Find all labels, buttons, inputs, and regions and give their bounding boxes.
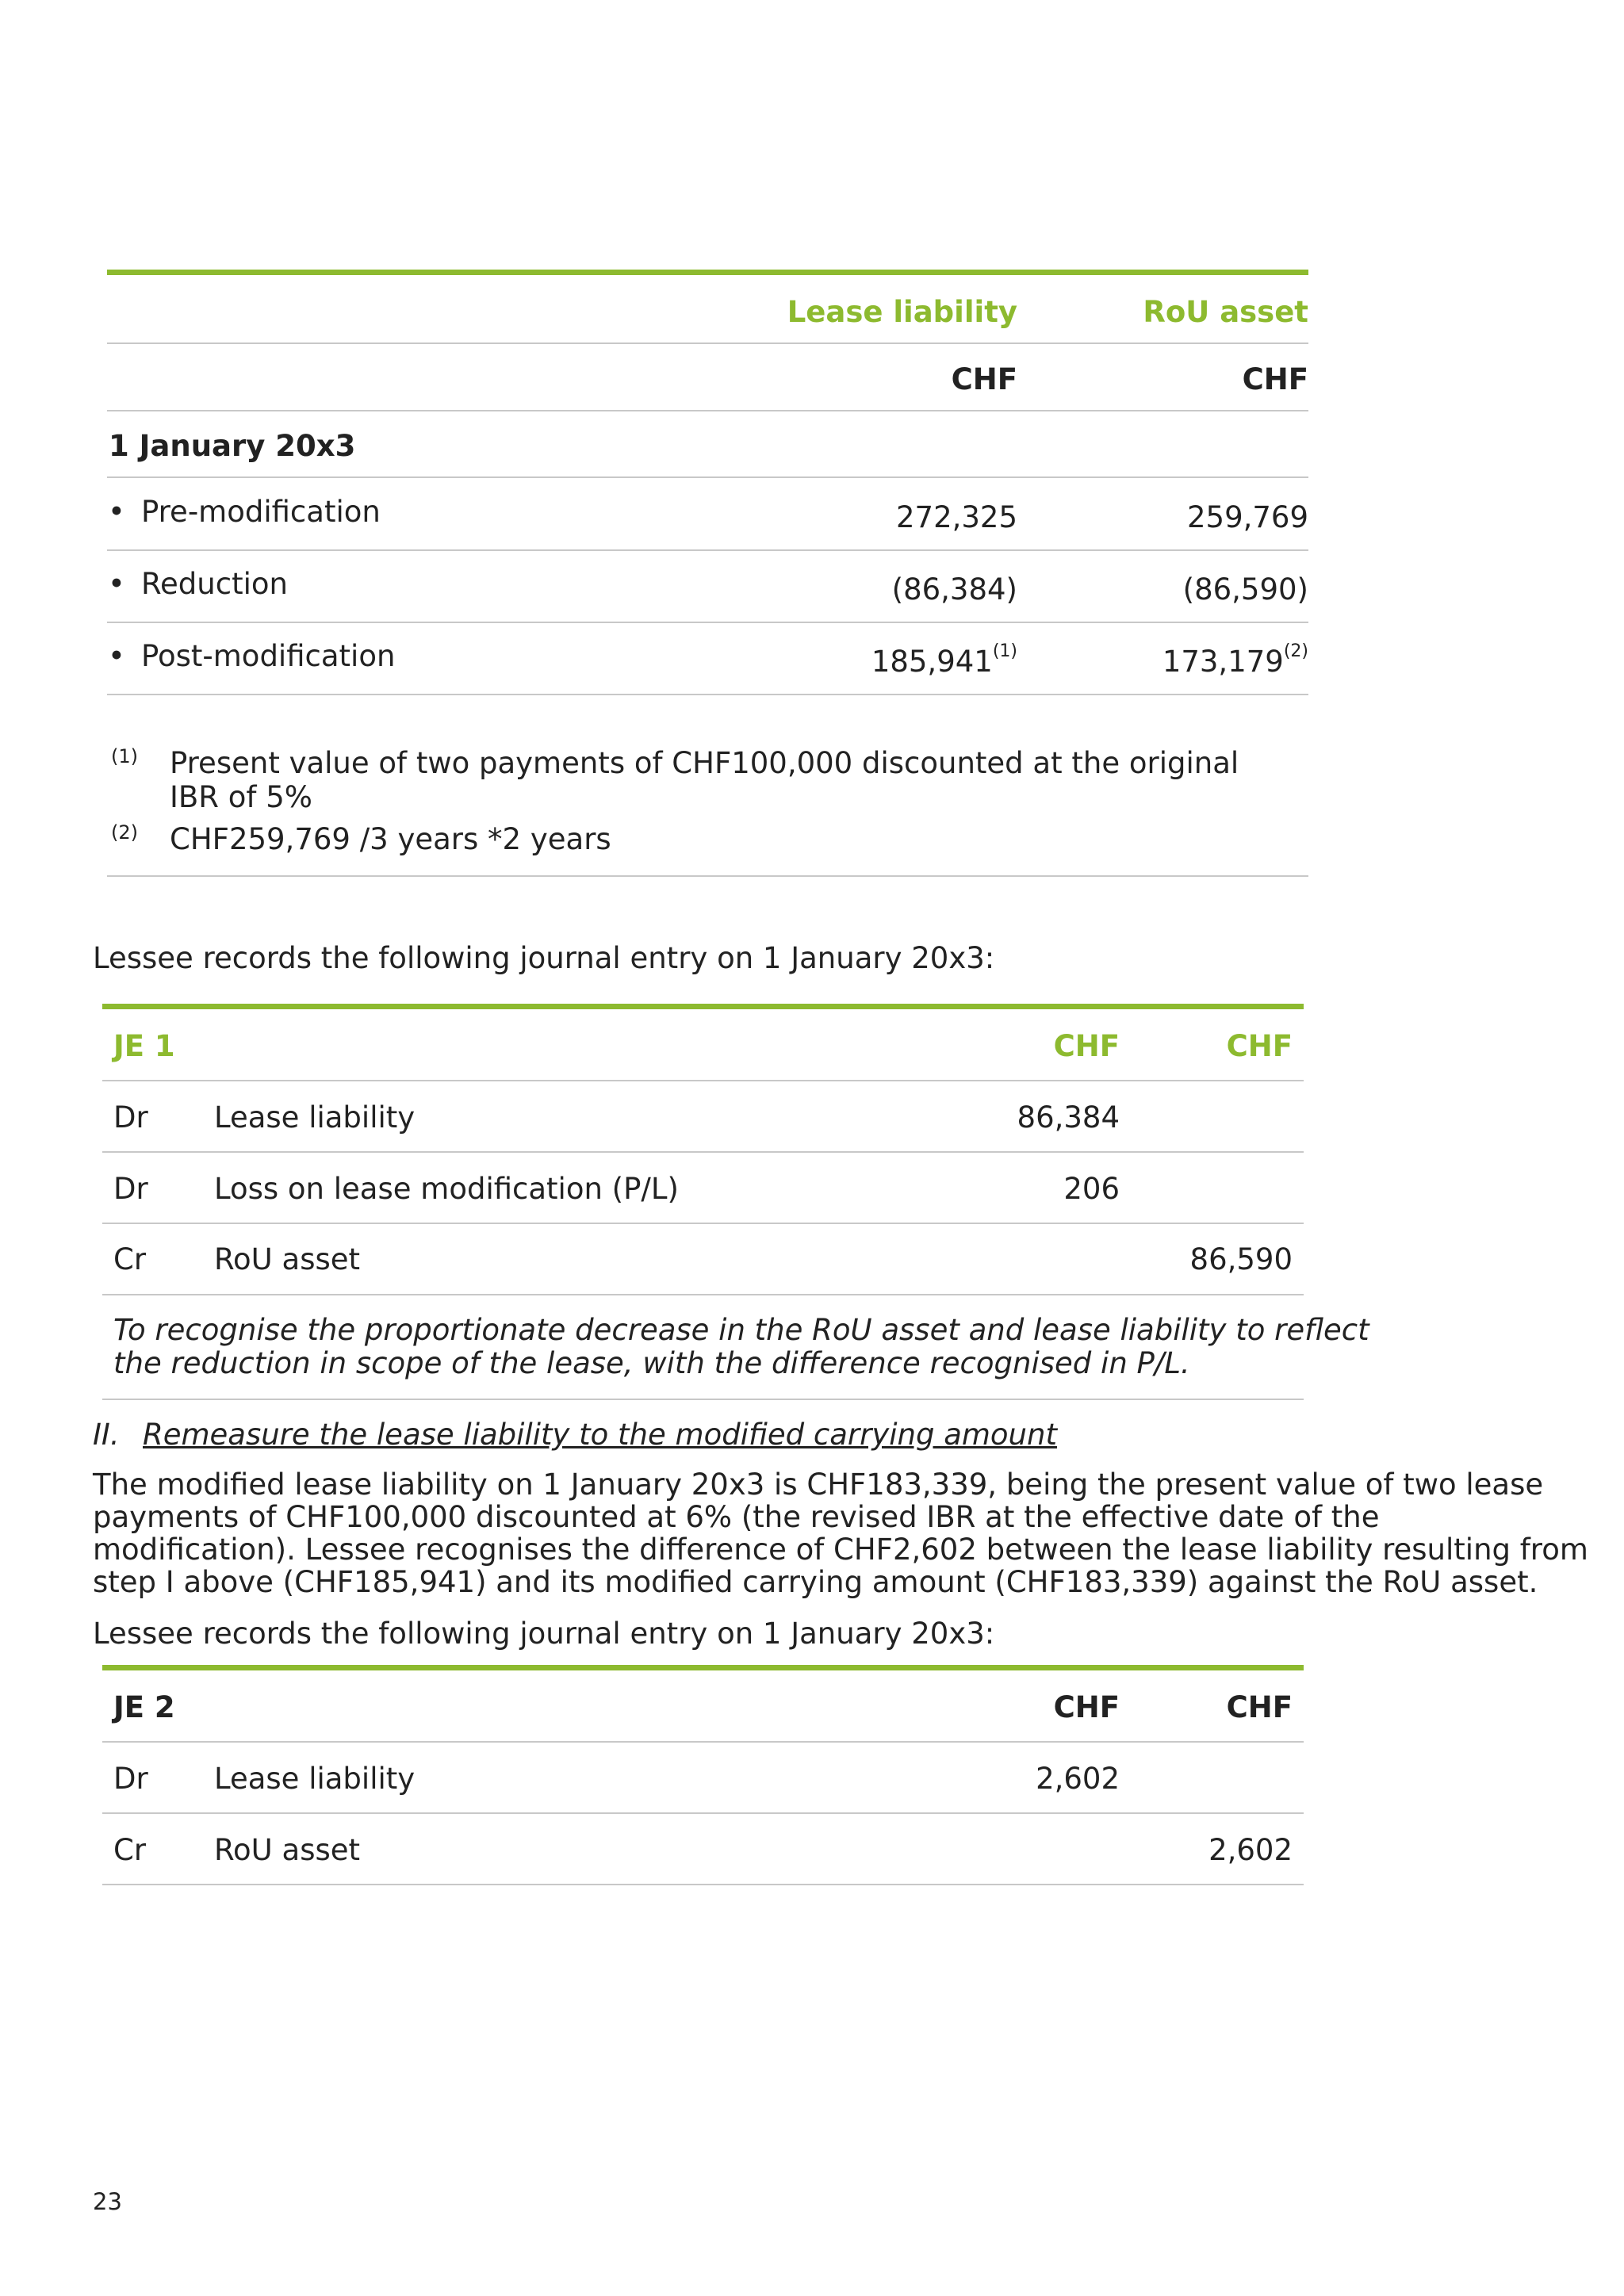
footnote-marker: (2) (111, 821, 138, 844)
intro-paragraph: Lessee records the following journal entry on 1 January 20x3: (93, 941, 995, 975)
table1-row-label: • Pre-modification (141, 495, 381, 529)
table1-col2-header: RoU asset (1143, 295, 1308, 329)
footnote-marker: (1) (111, 745, 138, 767)
je2-account: RoU asset (214, 1833, 361, 1867)
table1-lease-liability-value (871, 641, 1017, 679)
je1-debit: 206 (1063, 1172, 1120, 1206)
table1-col1-header: Lease liability (787, 295, 1017, 329)
step2-numeral: II. (93, 1418, 120, 1452)
footnote-text: CHF259,769 /3 years *2 years (170, 822, 611, 856)
divider (102, 1884, 1304, 1885)
table1-rou-asset-value: (86,590) (1182, 572, 1308, 607)
divider (107, 476, 1308, 478)
je2-title: JE 2 (113, 1690, 175, 1724)
table1-rou-asset-value: 259,769 (1186, 500, 1308, 534)
divider (102, 1223, 1304, 1224)
je2-top-rule (102, 1665, 1304, 1670)
step2-paragraph-line: step I above (CHF185,941) and its modified carrying amount (CHF183,339) against the RoU asset. (93, 1565, 1538, 1599)
je2-entry-type: Cr (113, 1833, 147, 1867)
je1-credit: 86,590 (1189, 1242, 1293, 1276)
step2-paragraph-line: The modified lease liability on 1 January 20x3 is CHF183,339, being the present value of two lease (93, 1468, 1544, 1502)
je1-entry-type: Dr (113, 1100, 148, 1135)
je1-entry-type: Dr (113, 1172, 148, 1206)
intro-paragraph: Lessee records the following journal entry on 1 January 20x3: (93, 1617, 995, 1651)
step2-paragraph-line: modification). Lessee recognises the difference of CHF2,602 between the lease liability resulting from (93, 1533, 1588, 1567)
divider (102, 1741, 1304, 1743)
divider (102, 1812, 1304, 1814)
table1-row-label: • Post-modification (141, 639, 395, 673)
divider (102, 1080, 1304, 1081)
table1-lease-liability-value: (86,384) (891, 572, 1017, 607)
divider (102, 1151, 1304, 1153)
divider (107, 875, 1308, 877)
table1-lease-liability-value: 272,325 (895, 500, 1017, 534)
je1-debit-currency: CHF (1053, 1029, 1120, 1063)
table1-date-label: 1 January 20x3 (109, 429, 356, 463)
divider (102, 1399, 1304, 1400)
je1-entry-type: Cr (113, 1242, 147, 1276)
value: 173,179 (1162, 645, 1284, 679)
divider (107, 549, 1308, 551)
je1-debit: 86,384 (1017, 1100, 1120, 1135)
divider (107, 342, 1308, 344)
table1-col2-currency: CHF (1242, 362, 1308, 396)
je2-credit-currency: CHF (1226, 1690, 1293, 1724)
je1-title: JE 1 (113, 1029, 175, 1063)
divider (102, 1294, 1304, 1295)
je2-account: Lease liability (214, 1762, 416, 1796)
je2-debit-currency: CHF (1053, 1690, 1120, 1724)
table1-row-label: • Reduction (141, 567, 288, 601)
step2-heading: Remeasure the lease liability to the modified carrying amount (143, 1418, 1057, 1452)
je1-note: the reduction in scope of the lease, with the difference recognised in P/L. (113, 1346, 1190, 1380)
divider (107, 410, 1308, 411)
table1-col1-currency: CHF (951, 362, 1017, 396)
je1-account: Loss on lease modification (P/L) (214, 1172, 679, 1206)
je1-top-rule (102, 1004, 1304, 1009)
je1-account: RoU asset (214, 1242, 361, 1276)
divider (107, 622, 1308, 623)
je2-debit: 2,602 (1036, 1762, 1120, 1796)
je1-note: To recognise the proportionate decrease in the RoU asset and lease liability to reflect (113, 1313, 1369, 1347)
footnote-text: Present value of two payments of CHF100,000 discounted at the original IBR of 5% (170, 746, 1239, 814)
table1-rou-asset-value (1162, 641, 1308, 679)
table1-top-rule (107, 270, 1308, 275)
footnote-ref: (1) (992, 641, 1017, 661)
value: 185,941 (871, 645, 993, 679)
je1-account: Lease liability (214, 1100, 416, 1135)
je1-credit-currency: CHF (1226, 1029, 1293, 1063)
page-number: 23 (93, 2188, 122, 2215)
je2-credit: 2,602 (1208, 1833, 1293, 1867)
je2-entry-type: Dr (113, 1762, 148, 1796)
divider (107, 694, 1308, 695)
footnote-ref: (2) (1283, 641, 1308, 661)
step2-paragraph-line: payments of CHF100,000 discounted at 6% (the revised IBR at the effective date of the (93, 1500, 1380, 1534)
